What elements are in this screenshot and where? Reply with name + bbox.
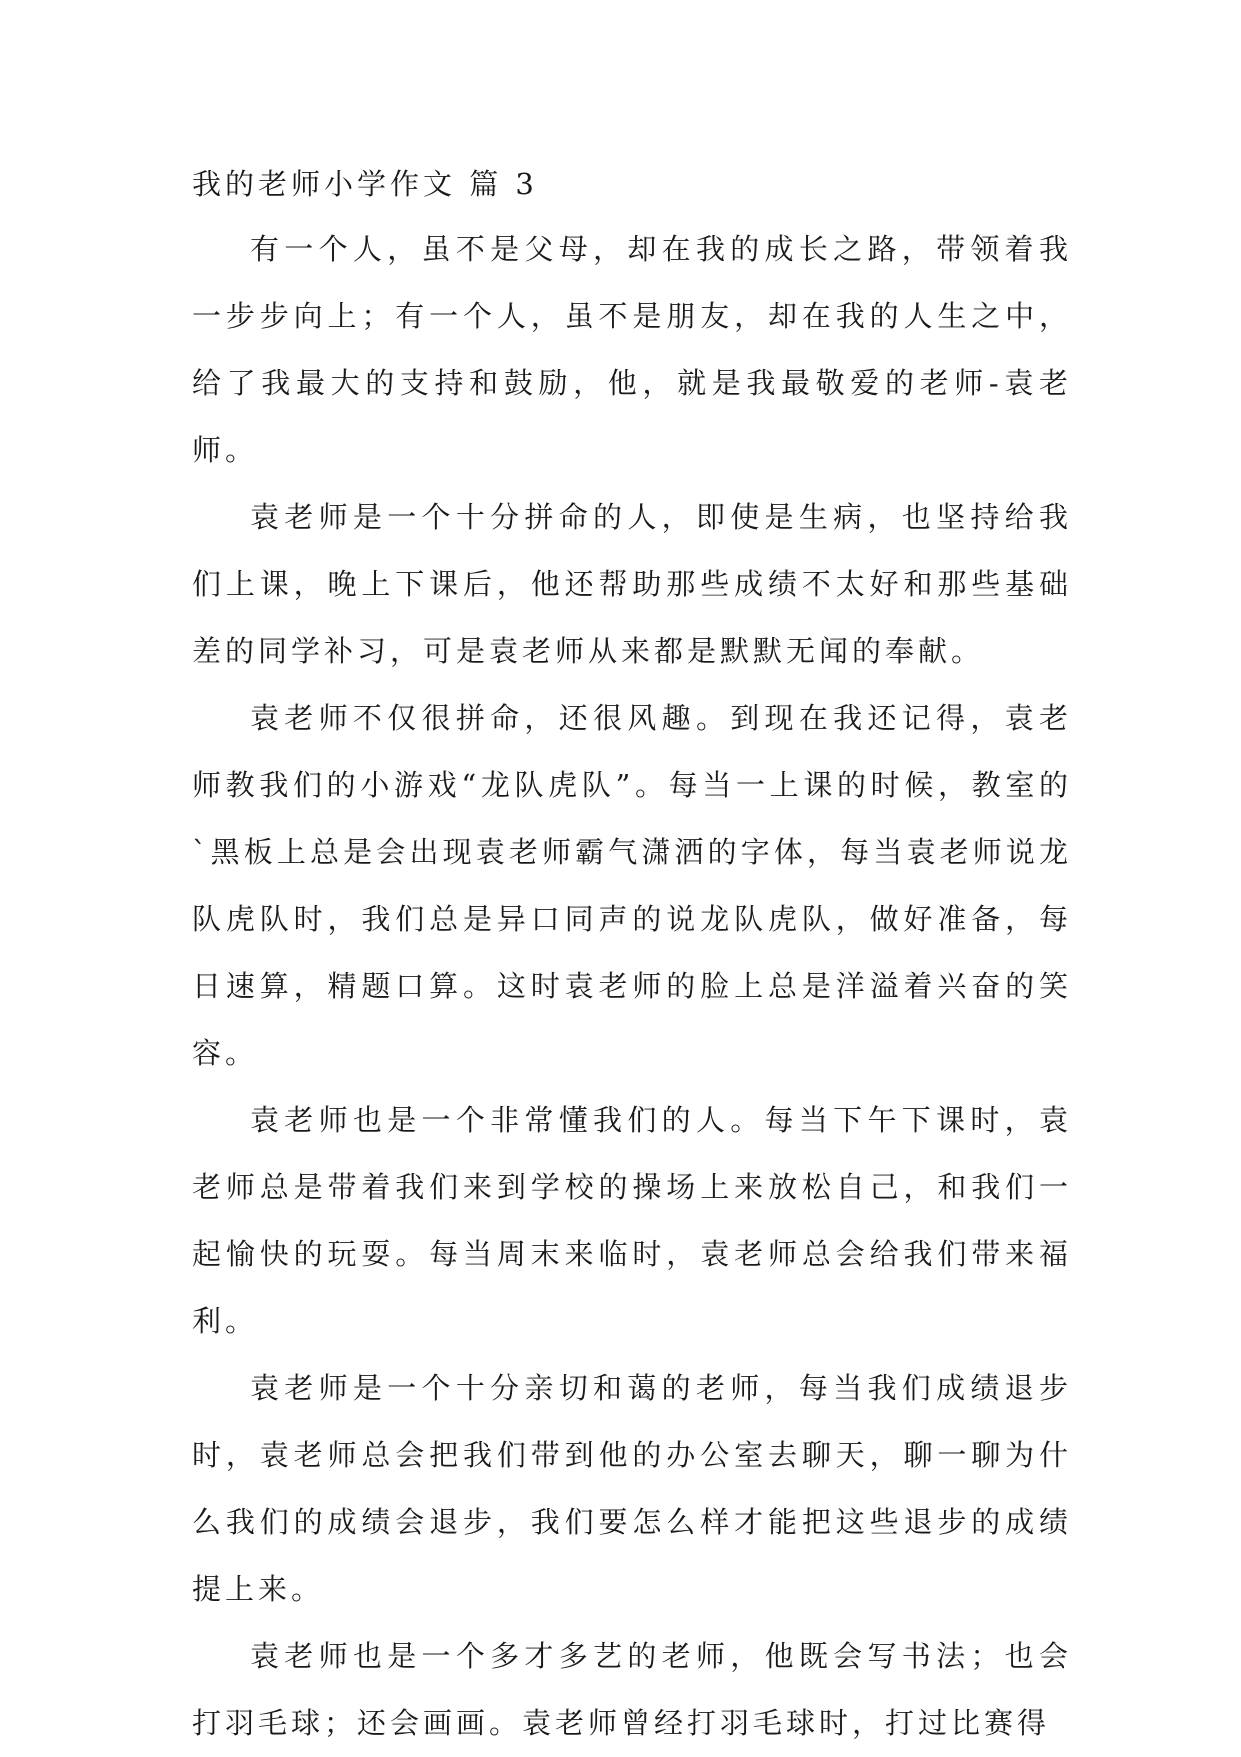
document-title: 我的老师小学作文 篇 3 xyxy=(192,167,538,201)
paragraph: 袁老师是一个十分拼命的人，即使是生病，也坚持给我们上课，晚上下课后，他还帮助那些成绩不太好和那些基础差的同学补习，可是袁老师从来都是默默无闻的奉献。 xyxy=(192,500,1072,668)
document-page xyxy=(192,152,1072,1757)
paragraph: 袁老师也是一个非常懂我们的人。每当下午下课时，袁老师总是带着我们来到学校的操场上来放松自己，和我们一起愉快的玩耍。每当周末来临时，袁老师总会给我们带来福利。 xyxy=(192,1103,1072,1338)
paragraph: 袁老师是一个十分亲切和蔼的老师，每当我们成绩退步时，袁老师总会把我们带到他的办公室去聊天，聊一聊为什么我们的成绩会退步，我们要怎么样才能把这些退步的成绩提上来。 xyxy=(192,1371,1072,1606)
paragraph: 袁老师不仅很拼命，还很风趣。到现在我还记得，袁老师教我们的小游戏“龙队虎队”。每当一上课的时候，教室的`黑板上总是会出现袁老师霸气潇洒的字体，每当袁老师说龙队虎队时，我们总是异口同声的说龙队虎队，做好准备，每日速算，精题口算。这时袁老师的脸上总是洋溢着兴奋的笑容。 xyxy=(192,701,1072,1070)
paragraph: 有一个人，虽不是父母，却在我的成长之路，带领着我一步步向上；有一个人，虽不是朋友，却在我的人生之中，给了我最大的支持和鼓励，他，就是我最敬爱的老师-袁老师。 xyxy=(192,232,1072,467)
paragraph: 袁老师也是一个多才多艺的老师，他既会写书法；也会打羽毛球；还会画画。袁老师曾经打羽毛球时，打过比赛得 xyxy=(192,1639,1072,1740)
